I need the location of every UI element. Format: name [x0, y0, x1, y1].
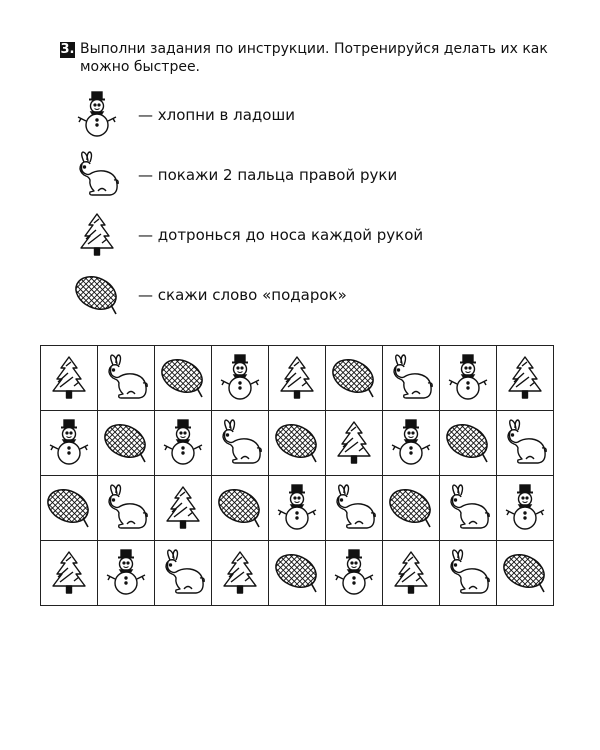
cone-icon: [272, 418, 322, 468]
legend-row-snowman: [72, 90, 532, 140]
tree-icon: [72, 210, 122, 260]
snowman-icon: [44, 418, 94, 468]
tree-icon: [215, 548, 265, 598]
rabbit-icon: [101, 353, 151, 403]
legend-label: — скажи слово «подарок»: [138, 286, 347, 304]
grid-cell: [269, 541, 326, 606]
grid-cell: [98, 541, 155, 606]
rabbit-icon: [158, 548, 208, 598]
grid-cell: [326, 476, 383, 541]
legend-label: — покажи 2 пальца правой руки: [138, 166, 398, 184]
tree-icon: [500, 353, 550, 403]
grid-cell: [383, 346, 440, 411]
grid-cell: [326, 541, 383, 606]
rabbit-icon: [443, 548, 493, 598]
grid-cell: [497, 476, 554, 541]
rabbit-icon: [386, 353, 436, 403]
snowman-icon: [443, 353, 493, 403]
grid-cell: [98, 476, 155, 541]
rabbit-icon: [72, 150, 122, 200]
grid-cell: [326, 346, 383, 411]
snowman-icon: [329, 548, 379, 598]
task-instruction: Выполни задания по инструкции. Потренируйся делать их как можно быстрее.: [80, 41, 548, 75]
grid-cell: [41, 346, 98, 411]
tree-icon: [272, 353, 322, 403]
grid-cell: [383, 541, 440, 606]
grid-cell: [440, 411, 497, 476]
rabbit-icon: [443, 483, 493, 533]
rabbit-icon: [101, 483, 151, 533]
grid-cell: [41, 476, 98, 541]
cone-icon: [44, 483, 94, 533]
cone-icon: [158, 353, 208, 403]
legend-label: — дотронься до носа каждой рукой: [138, 226, 424, 244]
cone-icon: [72, 270, 122, 320]
grid-cell: [269, 346, 326, 411]
icon-grid: [40, 345, 554, 606]
grid-cell: [497, 411, 554, 476]
grid-cell: [212, 476, 269, 541]
snowman-icon: [72, 90, 122, 140]
grid-cell: [98, 346, 155, 411]
rabbit-icon: [215, 418, 265, 468]
legend-row-rabbit: [72, 150, 532, 200]
grid-cell: [155, 541, 212, 606]
rabbit-icon: [500, 418, 550, 468]
rabbit-icon: [329, 483, 379, 533]
grid-row: [41, 476, 554, 541]
grid-cell: [440, 476, 497, 541]
grid-cell: [212, 346, 269, 411]
legend-row-cone: [72, 270, 532, 320]
tree-icon: [329, 418, 379, 468]
grid-cell: [155, 346, 212, 411]
cone-icon: [272, 548, 322, 598]
snowman-icon: [215, 353, 265, 403]
snowman-icon: [101, 548, 151, 598]
task-number: 3.: [60, 42, 75, 57]
cone-icon: [500, 548, 550, 598]
legend-label: — хлопни в ладоши: [138, 106, 295, 124]
tree-icon: [386, 548, 436, 598]
grid-cell: [269, 476, 326, 541]
cone-icon: [386, 483, 436, 533]
tree-icon: [44, 353, 94, 403]
legend-row-tree: [72, 210, 532, 260]
tree-icon: [158, 483, 208, 533]
grid-cell: [155, 411, 212, 476]
task-header: [60, 40, 580, 76]
grid-cell: [98, 411, 155, 476]
cone-icon: [215, 483, 265, 533]
grid-cell: [383, 411, 440, 476]
grid-cell: [326, 411, 383, 476]
icon-grid-wrapper: [40, 345, 554, 606]
grid-cell: [440, 541, 497, 606]
cone-icon: [101, 418, 151, 468]
grid-cell: [41, 411, 98, 476]
cone-icon: [329, 353, 379, 403]
snowman-icon: [500, 483, 550, 533]
grid-cell: [155, 476, 212, 541]
grid-cell: [212, 411, 269, 476]
tree-icon: [44, 548, 94, 598]
grid-cell: [440, 346, 497, 411]
grid-row: [41, 346, 554, 411]
snowman-icon: [272, 483, 322, 533]
grid-cell: [41, 541, 98, 606]
grid-row: [41, 541, 554, 606]
grid-cell: [497, 346, 554, 411]
grid-cell: [212, 541, 269, 606]
grid-cell: [497, 541, 554, 606]
snowman-icon: [386, 418, 436, 468]
snowman-icon: [158, 418, 208, 468]
grid-row: [41, 411, 554, 476]
cone-icon: [443, 418, 493, 468]
grid-cell: [269, 411, 326, 476]
grid-cell: [383, 476, 440, 541]
